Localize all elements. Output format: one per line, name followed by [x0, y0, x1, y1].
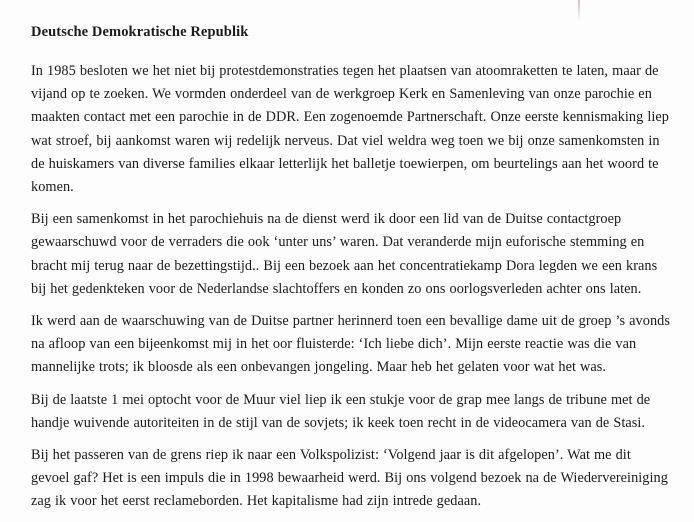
paragraph: Bij een samenkomst in het parochiehuis na de dienst werd ik door een lid van de Duitse contactgroep gewaarschuwd voor de verraders die ook ‘unter uns’ waren. Dat veranderde mijn euforische stemming en bracht mij terug naar de bezettingstijd.. Bij een bezoek aan het concentratiekamp Dora legden we een krans bij het gedenkteken voor de Nederlandse slachtoffers en konden zo ons oorlogsverleden achter ons laten. [31, 211, 658, 297]
scan-artifact-mark [578, 0, 580, 22]
page-title: Deutsche Demokratische Republik [31, 24, 249, 40]
paragraph: Ik werd aan de waarschuwing van de Duitse partner herinnerd toen een bevallige dame uit de groep ’s avonds na afloop van een bijeenkomst mij in het oor fluisterde: ‘Ich liebe dich’. Mijn eerste reactie was die van mannelijke trots; ik bloosde als een onbevangen jongeling. Maar heb het gelaten voor wat het was. [31, 313, 670, 376]
paragraph: Bij het passeren van de grens riep ik naar een Volkspolizist: ‘Volgend jaar is dit afgelopen’. Wat me dit gevoel gaf? Het is een impuls die in 1998 bewaarheid werd. Bij ons volgend bezoek na de Wiedervereiniging zag ik voor het eerst reclameborden. Het kapitalisme had zijn intrede gedaan. [31, 447, 668, 510]
paragraph: Bij de laatste 1 mei optocht voor de Muur viel liep ik een stukje voor de grap mee langs de tribune met de handje wuivende autoriteiten in de stijl van de sovjets; ik keek toen recht in de videocamera van de Stasi. [31, 391, 651, 431]
paragraph: In 1985 besloten we het niet bij protestdemonstraties tegen het plaatsen van atoomraketten te laten, maar de vijand op te zoeken. We vormden onderdeel van de werkgroep Kerk en Samenleving van onze parochie en maakten contact met een parochie in de DDR. Een zogenoemde Partnerschaft. Onze eerste kennismaking liep wat stroef, bij aankomst waren wij redelijk nerveus. Dat viel weldra weg toen we bij onze samenkomsten in de huiskamers van diverse families elkaar letterlijk het balletje toewierpen, om beurtelings aan het woord te komen. [31, 63, 669, 196]
document-body [31, 22, 671, 514]
